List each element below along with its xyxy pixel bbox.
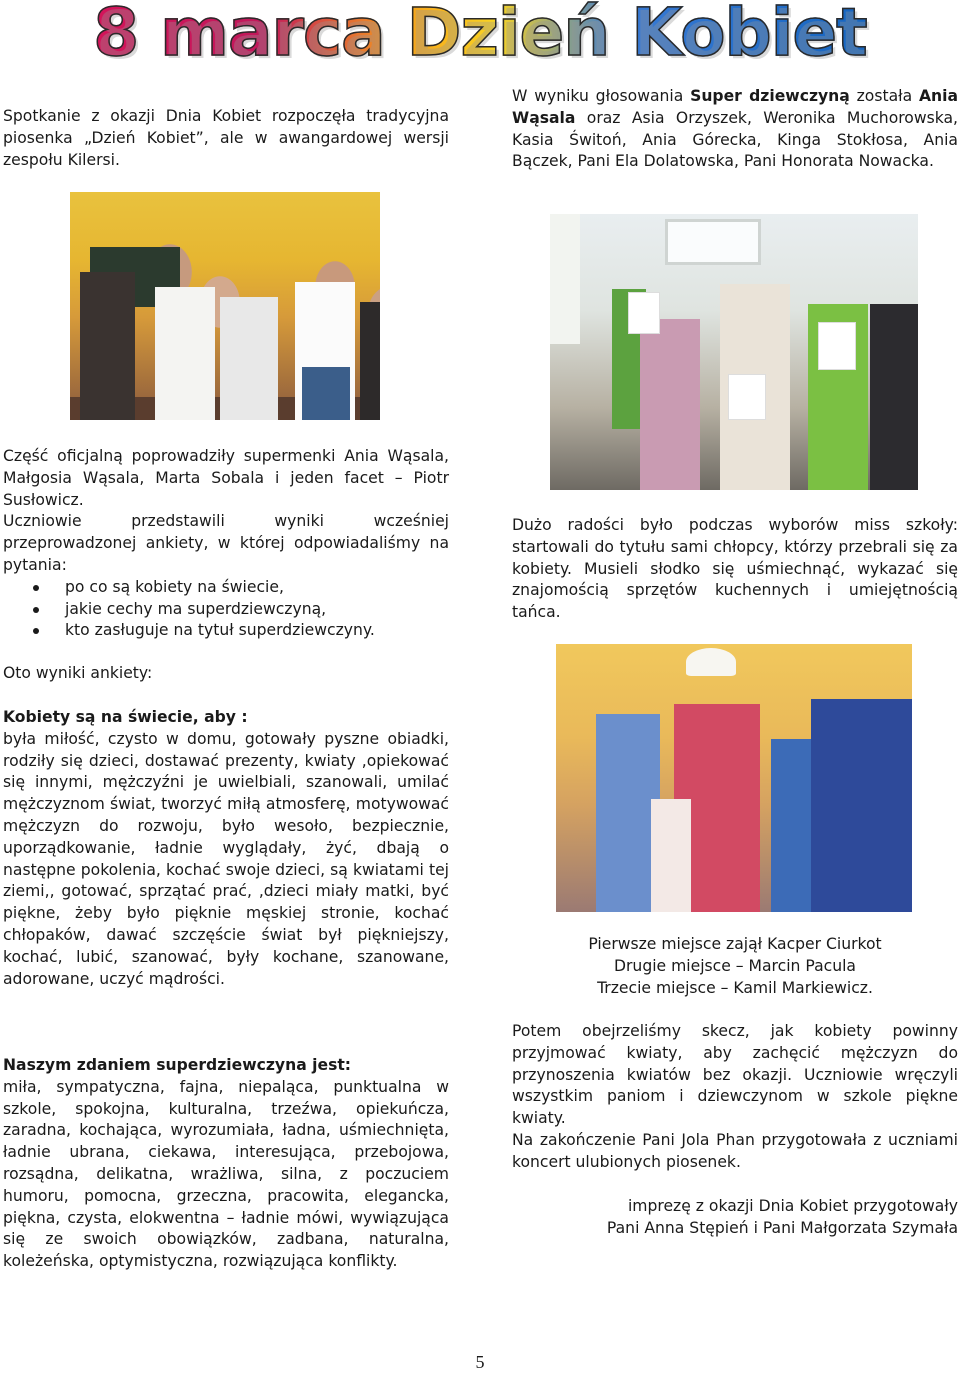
vote-prefix: W wyniku głosowania [512,87,691,105]
winner-second: Drugie miejsce – Marcin Pacula [614,956,856,975]
credits-line-2: Pani Anna Stępień i Pani Małgorzata Szymała [606,1218,958,1237]
women-section [3,707,449,990]
page-title [0,0,960,71]
vote-rest: oraz Asia Orzyszek, Weronika Muchorowska, Kasia Świtoń, Ania Górecka, Kinga Stokłosa, Ania Bączek, Pani Ela Dolatowska, Pani Honorata Nowacka. [512,108,958,171]
credits-line-1: imprezę z okazji Dnia Kobiet przygotowały [627,1197,958,1215]
intro-paragraph: Spotkanie z okazji Dnia Kobiet rozpoczęła tradycyjna piosenka „Dzień Kobiet”, ale w awangardowej wersji zespołu Kilersi. [3,107,449,169]
list-item: po co są kobiety na świecie, [3,577,449,599]
list-item: kto zasługuje na tytuł superdziewczyny. [3,620,449,642]
page-number: 5 [475,1352,485,1372]
women-heading: Kobiety są na świecie, aby : [3,708,248,726]
results-heading: Oto wyniki ankiety: [3,664,153,682]
closing-text-concert: Na zakończenie Pani Jola Phan przygotowała z uczniami koncert ulubionych piosenek. [512,1130,958,1171]
closing-text-sketch: Potem obejrzeliśmy skecz, jak kobiety powinny przyjmować kwiaty, aby zachęcić mężczyzn do przynoszenia kwiatów bez okazji. Uczniowie wręczyli wszystkim paniom i dziewczynom w szkole piękne kwiaty. [512,1022,958,1128]
page-title-text: 8 marca Dzień Kobiet [93,0,867,71]
vote-mid: została [849,87,919,105]
photo-superdziewczyny [550,214,918,490]
closing-section [512,1021,958,1174]
women-text: była miłość, czysto w domu, gotowały pyszne obiadki, rodziły się dzieci, dostawać prezenty, kwiaty ,opiekować się innymi, mężczyźni je uwielbiali, szanowali, umilać mężczyznom świat, tworzyć miłą atmosferę, motywować mężczyzn do rozwoju, było wesoło, bezpiecznie, uporządkowanie, ładnie wyglądały, żyć, dbają o następne pokolenia, kochać swoje dzieci, są kwiatami tej ziemi,, gotować, sprzątać prać, ,dzieci miały matki, być piękne, żeby było pięknie męskiej stronie, kochać chłopaków, dawać szczęście świat był piękniejszy, kochać, lubić, szanować, były kochane, szanowane, adorowane, uczyć mądrości. [3,729,449,988]
vote-result-paragraph [512,86,958,173]
official-part-section [3,446,449,642]
miss-section-text: Dużo radości było podczas wyborów miss szkoły: startowali do tytułu sami chłopcy, którzy przebrali się za kobiety. Musieli słodko się uśmiechnąć, wykazać się znajomością sprzętów kuchennych i umiejętnością tańca. [512,516,958,622]
superdziewczyna-text: miła, sympatyczna, fajna, niepaląca, punktualna w szkole, spokojna, kulturalna, trzeźwa, opiekuńcza, zaradna, kochająca, wyrozumiała, ładna, uśmiechnięta, ładnie ubrana, ciekawa, interesująca, przebojowa, rozsądna, delikatna, wrażliwa, silna, z poczuciem humoru, pomocna, grzeczna, pracowita, elegancka, piękna, czysta, elokwentna – ładnie mówi, wywiązująca się ze swoich obowiązków, zadbana, naturalna, koleżeńska, optymistyczna, rozwiązująca konflikty. [3,1077,449,1271]
credits [512,1196,958,1240]
photo-miss-contest [556,644,912,912]
winner-third: Trzecie miejsce – Kamil Markiewicz. [597,978,873,997]
winners-list [512,934,958,999]
superdziewczyna-section [3,1055,449,1273]
vote-title: Super dziewczyną [690,87,850,105]
survey-intro-text: Uczniowie przedstawili wyniki wcześniej przeprowadzonej ankiety, w której odpowiadaliśmy na pytania: [3,512,449,574]
survey-questions-list [3,577,449,642]
photo-performance [70,192,380,420]
vote-winner: Ania Wąsala [512,87,958,127]
list-item: jakie cechy ma superdziewczyną, [3,599,449,621]
superdziewczyna-heading: Naszym zdaniem superdziewczyna jest: [3,1056,352,1074]
winner-first: Pierwsze miejsce zajął Kacper Ciurkot [588,935,882,953]
official-part-text: Część oficjalną poprowadziły supermenki Ania Wąsala, Małgosia Wąsala, Marta Sobala i jeden facet – Piotr Susłowicz. [3,447,449,509]
